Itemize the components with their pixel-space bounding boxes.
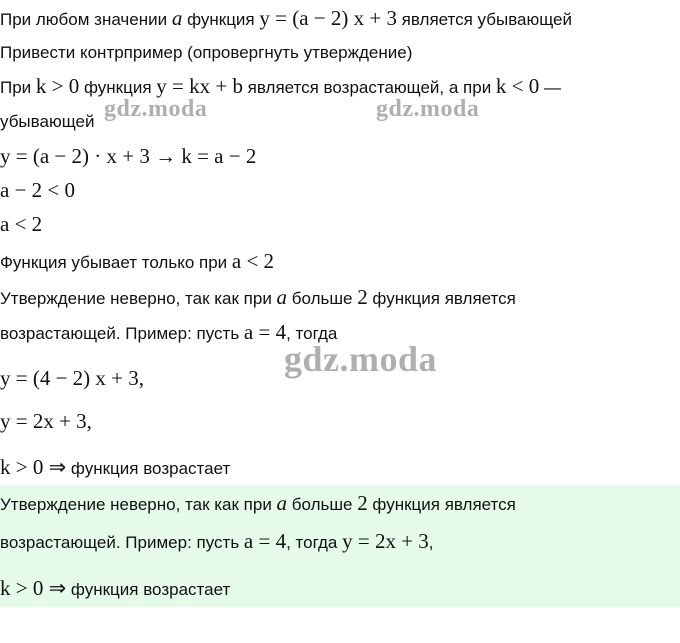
example-conclusion: k > 0 ⇒ функция возрастает [0,455,231,479]
task-line: Привести контрпример (опровергнуть утверждение) [0,43,413,62]
equation-k: y = (a − 2) · x + 3 → k = a − 2 [0,144,257,168]
counterexample-line: Утверждение неверно, так как при a больше 2 функция является [0,285,516,309]
inequality-1: a − 2 < 0 [0,178,76,202]
example-line: возрастающей. Пример: пусть a = 4, тогда [0,320,338,344]
var-a: a [171,6,183,30]
conclusion-line: Функция убывает только при a < 2 [0,249,275,273]
answer-line-3: k > 0 ⇒ функция возрастает [0,576,231,600]
rule-line-continued: убывающей [0,112,95,131]
function-formula: y = (a − 2) x + 3 [259,6,397,30]
inequality-2: a < 2 [0,212,43,236]
statement-line: При любом значении a функция y = (a − 2) x + 3 является убывающей [0,6,572,30]
example-equation-2: y = 2x + 3, [0,409,92,433]
watermark-logo: gdz.moda [284,339,438,379]
answer-line-2: возрастающей. Пример: пусть a = 4, тогда y = 2x + 3, [0,529,434,553]
watermark-logo: gdz.moda [104,96,208,122]
answer-block [0,485,680,607]
answer-line-1: Утверждение неверно, так как при a больше 2 функция является [0,491,516,515]
watermark-logo: gdz.moda [376,96,480,122]
example-equation-1: y = (4 − 2) x + 3, [0,366,145,390]
rule-line: При k > 0 функция y = kx + b является возрастающей, а при k < 0 — [0,74,561,98]
